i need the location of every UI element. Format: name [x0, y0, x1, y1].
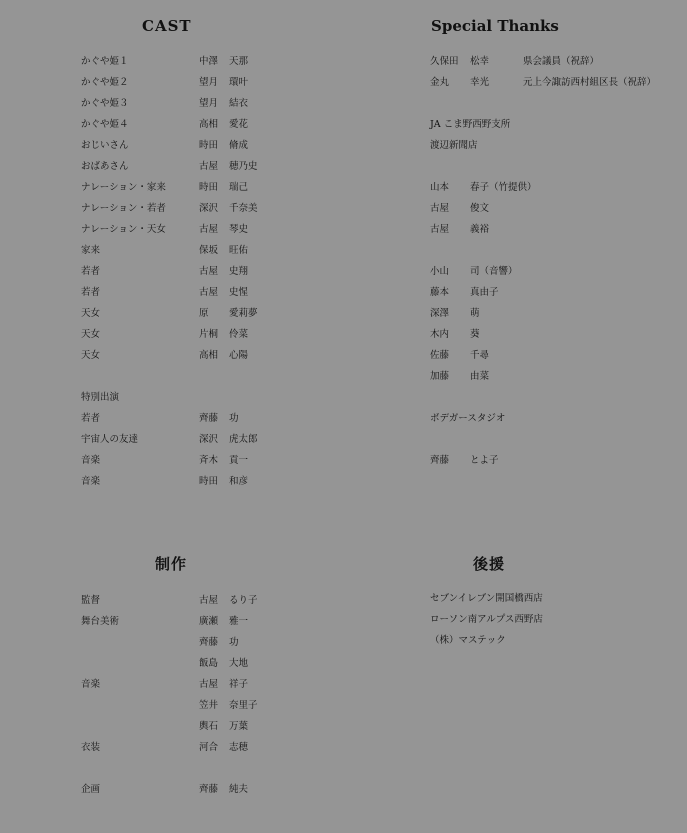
production-list	[81, 590, 321, 800]
cast-given-name: 琴史	[229, 224, 249, 235]
support-row	[430, 609, 680, 630]
thanks-family-name: 藤本	[430, 287, 450, 298]
cast-family-name: 高相	[199, 119, 219, 130]
thanks-row	[430, 345, 680, 366]
thanks-row	[430, 408, 680, 429]
thanks-note: 元上今諏訪西村組区長（祝辞）	[523, 77, 657, 88]
cast-role: おじいさん	[81, 140, 129, 151]
production-row	[81, 674, 321, 695]
thanks-family-name: 佐藤	[430, 350, 450, 361]
thanks-family-name: 古屋	[430, 203, 450, 214]
cast-role: かぐや姫２	[81, 77, 129, 88]
thanks-family-name: ボデガースタジオ	[430, 413, 506, 424]
cast-row	[81, 198, 321, 219]
cast-given-name: 史惺	[229, 287, 249, 298]
production-given-name: 功	[229, 637, 239, 648]
cast-given-name: 天那	[229, 56, 249, 67]
cast-role: おばあさん	[81, 161, 129, 172]
cast-given-name: 千奈美	[229, 203, 258, 214]
thanks-row	[430, 219, 680, 240]
thanks-family-name: 小山	[430, 266, 450, 277]
thanks-row	[430, 135, 680, 156]
cast-family-name: 古屋	[199, 161, 219, 172]
thanks-family-name: 齊藤	[430, 455, 450, 466]
production-family-name: 飯島	[199, 658, 219, 669]
production-given-name: 大地	[229, 658, 249, 669]
thanks-row	[430, 177, 680, 198]
thanks-family-name: 久保田	[430, 56, 459, 67]
production-row	[81, 632, 321, 653]
cast-row	[81, 282, 321, 303]
thanks-given-name: 春子（竹提供）	[470, 182, 537, 193]
thanks-row	[430, 429, 680, 450]
support-row	[430, 588, 680, 609]
cast-title: CAST	[142, 17, 192, 35]
cast-given-name: 環叶	[229, 77, 249, 88]
thanks-row	[430, 303, 680, 324]
production-given-name: るり子	[229, 595, 258, 606]
production-role: 音楽	[81, 679, 101, 690]
thanks-family-name: 加藤	[430, 371, 450, 382]
cast-role: ナレーション・若者	[81, 203, 166, 214]
production-role: 衣装	[81, 742, 101, 753]
thanks-given-name: 俊文	[470, 203, 490, 214]
thanks-row	[430, 261, 680, 282]
cast-row	[81, 51, 321, 72]
thanks-family-name: 木内	[430, 329, 450, 340]
cast-row	[81, 429, 321, 450]
cast-row	[81, 114, 321, 135]
production-given-name: 雅一	[229, 616, 249, 627]
cast-given-name: 瑞己	[229, 182, 249, 193]
cast-given-name: 愛花	[229, 119, 249, 130]
thanks-given-name: 萌	[470, 308, 480, 319]
support-sponsor: ローソン南アルプス西野店	[430, 614, 543, 625]
cast-row	[81, 261, 321, 282]
cast-family-name: 中澤	[199, 56, 219, 67]
cast-role: 特別出演	[81, 392, 120, 403]
cast-family-name: 齊藤	[199, 413, 219, 424]
cast-role: 宇宙人の友達	[81, 434, 139, 445]
cast-family-name: 深沢	[199, 203, 219, 214]
production-row	[81, 653, 321, 674]
thanks-family-name: 古屋	[430, 224, 450, 235]
cast-row	[81, 471, 321, 492]
thanks-row	[430, 450, 680, 471]
production-row	[81, 716, 321, 737]
production-row	[81, 737, 321, 758]
cast-family-name: 望月	[199, 98, 219, 109]
cast-list	[81, 51, 321, 492]
thanks-row	[430, 324, 680, 345]
cast-row	[81, 219, 321, 240]
support-title: 後援	[473, 555, 506, 573]
cast-role: ナレーション・家来	[81, 182, 166, 193]
cast-row	[81, 135, 321, 156]
cast-family-name: 時田	[199, 182, 219, 193]
cast-given-name: 史翔	[229, 266, 249, 277]
production-title: 制作	[155, 555, 188, 573]
production-row	[81, 695, 321, 716]
production-given-name: 志穂	[229, 742, 249, 753]
cast-role: 天女	[81, 308, 101, 319]
cast-row	[81, 303, 321, 324]
cast-role: かぐや姫１	[81, 56, 129, 67]
cast-row	[81, 93, 321, 114]
thanks-given-name: とよ子	[470, 455, 499, 466]
thanks-note: 県会議員（祝辞）	[523, 56, 600, 67]
cast-family-name: 古屋	[199, 266, 219, 277]
production-family-name: 古屋	[199, 595, 219, 606]
cast-row	[81, 366, 321, 387]
special-thanks-title: Special Thanks	[431, 17, 559, 35]
thanks-family-name: 金丸	[430, 77, 450, 88]
production-given-name: 万葉	[229, 721, 249, 732]
thanks-row	[430, 72, 680, 93]
thanks-row	[430, 114, 680, 135]
production-family-name: 笠井	[199, 700, 219, 711]
cast-role: かぐや姫３	[81, 98, 129, 109]
thanks-row	[430, 93, 680, 114]
cast-given-name: 心陽	[229, 350, 249, 361]
cast-family-name: 深沢	[199, 434, 219, 445]
production-role: 監督	[81, 595, 101, 606]
thanks-row	[430, 51, 680, 72]
thanks-row	[430, 366, 680, 387]
thanks-row	[430, 240, 680, 261]
cast-given-name: 愛莉夢	[229, 308, 258, 319]
cast-given-name: 穂乃史	[229, 161, 258, 172]
cast-row	[81, 387, 321, 408]
cast-family-name: 高相	[199, 350, 219, 361]
cast-family-name: 時田	[199, 476, 219, 487]
cast-family-name: 斉木	[199, 455, 219, 466]
cast-row	[81, 450, 321, 471]
cast-family-name: 保坂	[199, 245, 219, 256]
thanks-row	[430, 156, 680, 177]
cast-role: 家来	[81, 245, 101, 256]
thanks-given-name: 幸光	[470, 77, 490, 88]
cast-row	[81, 324, 321, 345]
production-row	[81, 779, 321, 800]
production-family-name: 河合	[199, 742, 219, 753]
production-given-name: 祥子	[229, 679, 249, 690]
cast-given-name: 虎太郎	[229, 434, 258, 445]
support-list	[430, 588, 680, 651]
cast-family-name: 時田	[199, 140, 219, 151]
cast-family-name: 古屋	[199, 224, 219, 235]
thanks-given-name: 司（音響）	[470, 266, 518, 277]
cast-given-name: 伶菜	[229, 329, 249, 340]
cast-given-name: 和彦	[229, 476, 249, 487]
thanks-given-name: 松幸	[470, 56, 490, 67]
cast-role: 若者	[81, 413, 101, 424]
production-family-name: 輿石	[199, 721, 219, 732]
production-family-name: 古屋	[199, 679, 219, 690]
cast-row	[81, 345, 321, 366]
support-sponsor: （株）マステック	[430, 635, 506, 646]
cast-row	[81, 177, 321, 198]
thanks-given-name: 義裕	[470, 224, 490, 235]
cast-family-name: 古屋	[199, 287, 219, 298]
thanks-row	[430, 198, 680, 219]
cast-given-name: 貢一	[229, 455, 249, 466]
thanks-given-name: 千尋	[470, 350, 490, 361]
cast-role: 天女	[81, 350, 101, 361]
production-row	[81, 758, 321, 779]
support-sponsor: セブンイレブン開国橋西店	[430, 593, 543, 604]
production-family-name: 齊藤	[199, 784, 219, 795]
production-family-name: 廣瀬	[199, 616, 219, 627]
cast-role: 天女	[81, 329, 101, 340]
cast-family-name: 原	[199, 308, 209, 319]
cast-role: ナレーション・天女	[81, 224, 166, 235]
production-given-name: 奈里子	[229, 700, 258, 711]
cast-role: 若者	[81, 266, 101, 277]
cast-role: 若者	[81, 287, 101, 298]
cast-role: 音楽	[81, 455, 101, 466]
cast-row	[81, 408, 321, 429]
thanks-family-name: 渡辺新聞店	[430, 140, 478, 151]
cast-given-name: 脩成	[229, 140, 249, 151]
production-row	[81, 590, 321, 611]
thanks-family-name: 深澤	[430, 308, 450, 319]
production-role: 企画	[81, 784, 101, 795]
thanks-given-name: 真由子	[470, 287, 499, 298]
production-given-name: 純夫	[229, 784, 249, 795]
thanks-family-name: JA こま野西野支所	[430, 119, 511, 130]
production-role: 舞台美術	[81, 616, 120, 627]
thanks-row	[430, 387, 680, 408]
thanks-row	[430, 282, 680, 303]
cast-family-name: 望月	[199, 77, 219, 88]
support-row	[430, 630, 680, 651]
cast-given-name: 旺佑	[229, 245, 249, 256]
special-thanks-list	[430, 51, 680, 471]
cast-row	[81, 240, 321, 261]
thanks-given-name: 葵	[470, 329, 480, 340]
thanks-given-name: 由菜	[470, 371, 490, 382]
cast-family-name: 片桐	[199, 329, 219, 340]
cast-role: 音楽	[81, 476, 101, 487]
production-family-name: 齊藤	[199, 637, 219, 648]
cast-given-name: 結衣	[229, 98, 249, 109]
thanks-family-name: 山本	[430, 182, 450, 193]
production-row	[81, 611, 321, 632]
cast-role: かぐや姫４	[81, 119, 129, 130]
cast-row	[81, 72, 321, 93]
cast-given-name: 功	[229, 413, 239, 424]
cast-row	[81, 156, 321, 177]
